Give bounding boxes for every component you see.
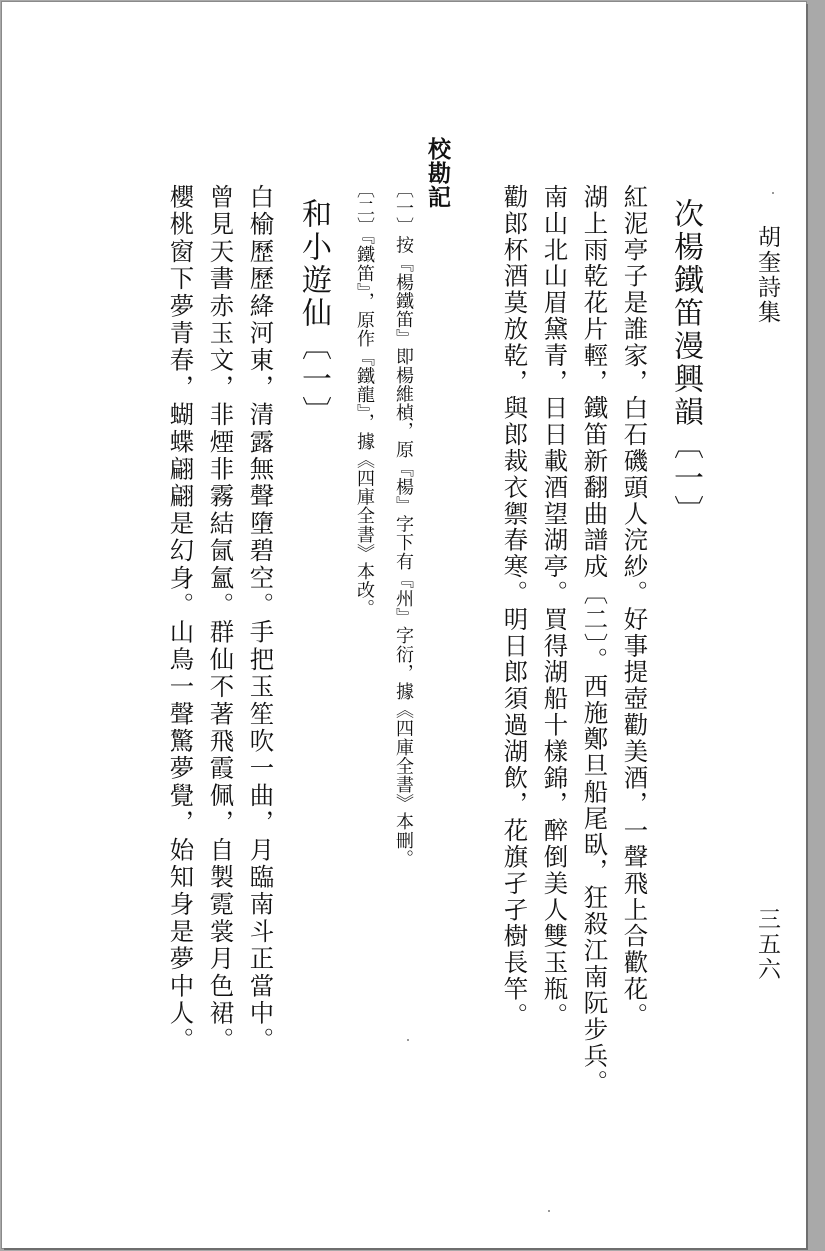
poem1-title: 次楊鐵笛漫興韻〔一〕 (668, 198, 703, 528)
scan-speck (548, 1210, 550, 1212)
scan-speck (407, 1039, 409, 1041)
note-1: 〔一〕按『楊鐵笛』即楊維楨，原『楊』字下有『州』字衍，據《四庫全書》本刪。 (393, 180, 414, 869)
poem1-line-2: 湖上雨乾花片輕，鐵笛新翻曲譜成〔二〕。西施鄭旦船尾臥，狂殺江南阮步兵。 (579, 184, 609, 1096)
notes-heading: 校勘記 (424, 137, 451, 209)
poem2-line-3: 櫻桃窗下夢青春，蝴蝶翩翩是幻身。山鳥一聲驚夢覺，始知身是夢中人。 (165, 184, 195, 1055)
poem2-line-1: 白榆歷歷絳河東，清露無聲墮碧空。手把玉笙吹一曲，月臨南斗正當中。 (245, 184, 275, 1055)
poem1-line-3: 南山北山眉黛青，日日載酒望湖亭。買得湖船十樣錦，醉倒美人雙玉瓶。 (539, 184, 569, 1029)
poem1-line-1: 紅泥亭子是誰家，白石磯頭人浣紗。好事提壺勸美酒，一聲飛上合歡花。 (619, 184, 649, 1029)
poem2-line-2: 曾見天書赤玉文，非煙非霧結氤氳。群仙不著飛霞佩，自製霓裳月色裙。 (205, 184, 235, 1055)
note-2: 〔二〕『鐵笛』，原作『鐵龍』，據《四庫全書》本改。 (354, 180, 375, 618)
book-page (2, 2, 806, 1248)
poem2-title: 和小遊仙〔一〕 (296, 198, 331, 429)
poem1-line-4: 勸郎杯酒莫放乾，與郎裁衣禦春寒。明日郎須過湖飲，花旗孑孑樹長竿。 (499, 184, 529, 1029)
running-title: 胡奎詩集 (754, 225, 780, 325)
scan-speck (772, 192, 774, 194)
page-number: 三五六 (754, 907, 780, 982)
